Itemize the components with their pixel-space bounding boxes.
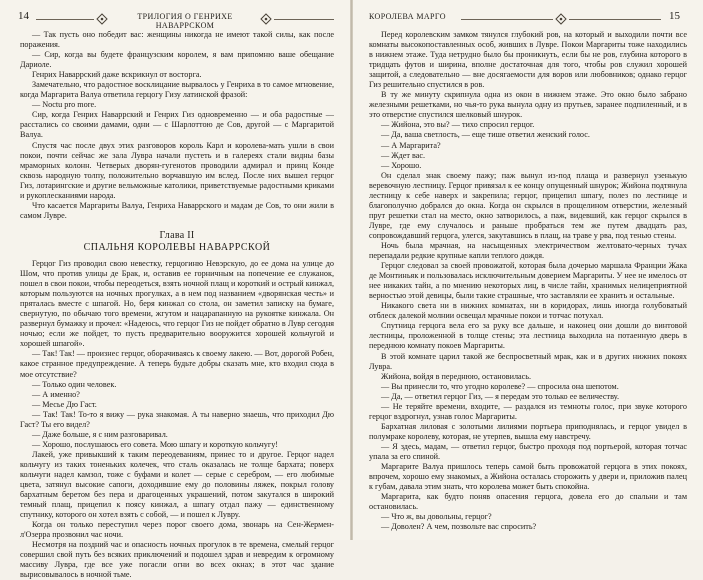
paragraph: — Вы принесли то, что угодно королеве? — спросила она шепотом.	[381, 381, 619, 391]
paragraph: — Сир, когда вы будете французским королем, я вам припомню ваше обещание Дариоле.	[20, 50, 334, 70]
paragraph: Он сделал знак своему пажу; паж вынул из-под плаща и развернул узенькую веревочную лестницу. Герцог привязал к ее концу опущенный шнурок; Жийона подтянула лестницу к себе наверх и закрепила; герцог, прицепил шпагу, полез по лестнице и благополучно добрался до окна. Когда он скрылся в прощелином отверстии, железный прут решетки стал на место, окно затворилось, а паж, видевший, как герцог скрылся в Лувре, где ему случалось и раньше пробраться тем же путем двадцать раз, сопровождавший герцога, улегся, закутавшись в плащ, на траве у рва, под тенью стены.	[369, 170, 687, 240]
paragraph: — Хорошо, послушаюсь его совета. Мою шпагу и короткую кольчугу!	[32, 439, 279, 449]
paragraph: Замечательно, что радостное восклицание вырвалось у Генриха в то самое мгновение, когда Маргарита Валуа ответила герцогу Гизу латинской фразой:	[20, 80, 334, 100]
paragraph: — А именно?	[32, 389, 80, 399]
paragraph: — Да, ваша светлость, — еще тише ответил женский голос.	[381, 130, 590, 140]
right-running-header	[353, 8, 703, 26]
right-running-head: КОРОЛЕВА МАРГО	[369, 12, 446, 21]
paragraph: — Так пусть оно победит вас: женщины никогда не имеют такой силы, как после поражения.	[20, 30, 334, 50]
right-page-number: 15	[669, 10, 680, 22]
paragraph: Спутница герцога вела его за руку все дальше, и наконец они дошли до винтовой лестницы, проложенной в толще стены; эта лестница выходила на потаенную дверь в переднюю комнату покоев Маргариты.	[369, 321, 687, 351]
paragraph: — Так! Так! — произнес герцог, оборачиваясь к своему лакею. — Вот, дорогой Робен, какое странное предупреждение. А теперь будьте добры сказать мне, кто входил сюда в мое отсутствие?	[20, 349, 334, 379]
paragraph: — Даже больше, я с ним разговаривал.	[32, 429, 168, 439]
paragraph: Жийона, войдя в переднюю, остановилась.	[381, 371, 532, 381]
paragraph: Перед королевским замком тянулся глубокий ров, на который и выходили почти все комнаты высокопоставленных особ, живших в Лувре. Покои Маргариты тоже находились в нижнем этаже. Туда нетрудно было бы проникнуть, если бы не ров, глубина которого в тридцать футов и ширина, вполне достаточная для того, чтобы ров служил хорошей защитой, а следовательно — вне досягаемости для воров или любовников; однако герцог Гиз решительно спустился в ров.	[369, 30, 687, 90]
left-running-header	[0, 8, 350, 30]
paragraph: — Я здесь, мадам, — ответил герцог, быстро проходя под портьерой, которая тотчас упала за его спиной.	[369, 441, 687, 461]
paragraph: Генрих Наваррский даже вскрикнул от восторга.	[32, 70, 202, 80]
paragraph: Лакей, уже привыкший к таким переодеваниям, принес то и другое. Герцог надел кольчугу из таких тоненьких колечек, что сталь оказалась не толще бархата; поверх кольчуги надел камзол, тоже с буфами и колет — серые с серебром, — его любимые цвета, затянул высокие сапоги, доходившие ему до половины ляжек, покрыл голову бархатным беретом без пера и драгоценных украшений, потом закутался в широкий темный плащ, прицепил к поясу кинжал, а шпагу отдал пажу — единственному спутнику, которого он хотел взять с собой, — и пошел к Лувру.	[20, 449, 334, 520]
right-page	[353, 0, 703, 540]
paragraph: В ту же минуту скрипнула одна из окон в нижнем этаже. Это окно было забрано железными решетками, но чья-то рука вынула одну из прутьев, заранее подпиленный, и в это отверстие спустился шелковый шнурок.	[369, 90, 687, 120]
paragraph: — Noctu pro more.	[32, 100, 97, 110]
paragraph: — Ждет вас.	[381, 150, 426, 160]
paragraph: Маргарита, как будто поняв опасения герцога, довела его до спальни и там остановилась.	[369, 492, 687, 512]
paragraph: — Доволен? А чем, позвольте вас спросить?	[381, 522, 537, 532]
paragraph: Когда он только переступил через порог своего дома, звонарь на Сен-Жермен-л'Озерра прозвонил час ночи.	[20, 520, 334, 540]
paragraph: — Месье Дю Гаст.	[32, 399, 97, 409]
ornament-icon	[96, 13, 108, 25]
paragraph: — Только один человек.	[32, 379, 117, 389]
left-body-text	[20, 30, 334, 580]
paragraph: Сир, когда Генрих Наваррский и Генрих Гиз одновременно — и оба радостные — расстались со своими дамами, одни — с Шарлоттою де Сов, другой — с Маргаритой Валуа.	[20, 110, 334, 140]
header-rule	[569, 19, 661, 20]
paragraph: Никакого света ни в нижних комнатах, ни в коридорах, лишь иногда голубоватый отблеск далекой молнии освещал мрачные покои и тотчас потухал.	[369, 301, 687, 321]
ornament-icon	[555, 13, 567, 25]
paragraph: — Да, — ответил герцог Гиз, — я передам это только ее величеству.	[381, 391, 619, 401]
paragraph: — Жийона, это вы? — тихо спросил герцог.	[381, 120, 535, 130]
paragraph: Герцог Гиз проводил свою невестку, герцогиню Невэрскую, до ее дома на улице до Шом, что против улицы де Брак, и, оставив ее горничным на попечение ее служанок, пошел в свои покои, чтобы переодеться, взять ночной плащ и короткий и острый кинжал, которым пользуются на ночных прогулках, а в нем под названием «дворянская честь» и пряталась вместе с шпагой. Но, беря кинжал со стола, он заметил записку на бумаге, свернутую, по обычаю того времени, жгутом и нацарапанную на рукоятке кинжала. Он развернул бумажку и прочел: «Надеюсь, что герцог Гиз не пойдет обратно в Лувр сегодня ночью; если же пойдет, то пусть предварительно вооружится хорошей кольчугой и хорошей шпагой».	[20, 258, 334, 349]
paragraph: — Хорошо.	[381, 160, 422, 170]
paragraph: Бархатная лиловая с золотыми лилиями портьера приподнялась, и герцог увидел в полумраке королеву, которая, не утерпев, вышла ему навстречу.	[369, 421, 687, 441]
chapter-title: СПАЛЬНЯ КОРОЛЕВЫ НАВАРРСКОЙ	[83, 241, 271, 253]
header-rule	[461, 19, 553, 20]
paragraph: Что касается Маргариты Валуа, Генриха Наваррского и мадам де Сов, то они жили в самом Лувре.	[20, 200, 334, 220]
paragraph: — Так! Так! То-то я вижу — рука знакомая. А ты наверно знаешь, что приходил Дю Гаст? Ты его видел?	[20, 409, 334, 429]
left-page-number: 14	[18, 10, 29, 22]
left-page	[0, 0, 350, 580]
paragraph: Спустя час после двух этих разговоров король Карл и королева-мать ушли в свои покои, почти сейчас же зала Лувра начали пустеть и в галереях стали видны базы мраморных колонн. Четверых дворян-гугенотов проводили адмирал и принц Конде сквозь народную толпу, положительно ворчавшую им вслед. После них вышел герцог Гиз, лотарингские и другие вельможные католики, приветствуемые радостными криками и рукоплесканиями народа.	[20, 140, 334, 200]
paragraph: Маргарите Валуа пришлось теперь самой быть провожатой герцога в этих покоях, впрочем, хорошо ему знакомых, а Жийона осталась сторожить у двери и, приложив палец к губам, давала этим знать, что королева может быть спокойна.	[369, 462, 687, 492]
ornament-icon	[260, 13, 272, 25]
paragraph: Несмотря на поздний час и опасность ночных прогулок в те времена, смелый герцог совершил свой путь без всяких приключений и подошел здрав и невредим к огромному массиву Лувра, где все уже погасли огни во всех окнах; в этот час здание вырисовывалось в ночной тьме.	[20, 540, 334, 580]
paragraph: В этой комнате царил такой же беспросветный мрак, как и в других нижних покоях Лувра.	[369, 351, 687, 371]
chapter-number: Глава II	[159, 229, 195, 241]
header-rule	[274, 19, 334, 20]
paragraph: Герцог следовал за своей провожатой, которая была дочерью маршала Франции Жака де Монтиньяк и пользовалась исключительным доверием Маргариты. У нее не имелось от нее никаких тайн, а по мнению некоторых лиц, в числе тайн, хранимых нелицеприятной верностью этой девицы, были такие страшные, что заставляли ее хранить и остальные.	[369, 261, 687, 301]
header-rule	[36, 19, 94, 20]
paragraph: Ночь была мрачная, на насыщенных электричеством желтовато-черных тучах перепадали редкие крупные капли теплого дождя.	[369, 240, 687, 261]
paragraph: — Не теряйте времени, входите, — раздался из темноты голос, при звуке которого герцог вздрогнул, узнав голос Маргариты.	[369, 401, 687, 421]
left-running-head: ТРИЛОГИЯ О ГЕНРИХЕ НАВАРРСКОМ	[137, 12, 233, 30]
paragraph: — Что ж, вы довольны, герцог?	[381, 512, 492, 522]
paragraph: — А Маргарита?	[381, 140, 441, 150]
right-body-text	[369, 30, 687, 532]
